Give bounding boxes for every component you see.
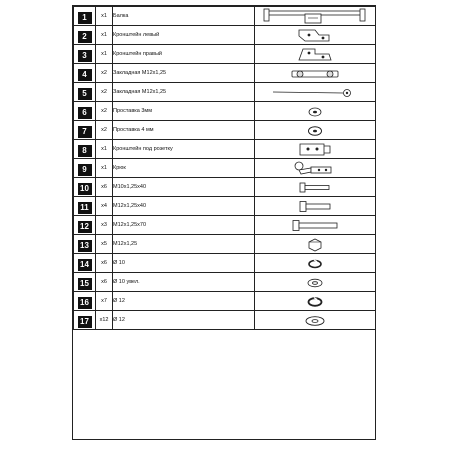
flat-washer-10-icon	[300, 274, 330, 291]
table-row	[74, 197, 376, 216]
item-number: 1	[78, 12, 92, 24]
socket-bracket-icon	[290, 141, 340, 158]
table-row	[74, 254, 376, 273]
item-name: Ø 10 увел.	[113, 273, 255, 292]
tow-hook-icon	[285, 160, 345, 177]
item-number: 9	[78, 164, 92, 176]
item-number: 16	[78, 297, 92, 309]
left-bracket-icon	[285, 27, 345, 44]
item-number: 15	[78, 278, 92, 290]
item-number: 4	[78, 69, 92, 81]
item-number: 12	[78, 221, 92, 233]
table-row	[74, 45, 376, 64]
item-quantity: x1	[96, 45, 113, 64]
item-quantity: x1	[96, 140, 113, 159]
bolt-long-icon	[285, 217, 345, 234]
item-quantity: x6	[96, 178, 113, 197]
spring-washer-12-icon	[300, 293, 330, 310]
table-row	[74, 102, 376, 121]
item-name: Ø 12	[113, 311, 255, 330]
item-quantity: x6	[96, 254, 113, 273]
item-quantity: x7	[96, 292, 113, 311]
table-row	[74, 140, 376, 159]
item-name: Балка	[113, 7, 255, 26]
item-number: 14	[78, 259, 92, 271]
bolt-short-icon	[290, 179, 340, 196]
parts-table	[73, 6, 376, 330]
item-name: М10х1,25х40	[113, 178, 255, 197]
tow-bar-beam-icon	[260, 8, 370, 25]
table-row	[74, 121, 376, 140]
hex-nut-icon	[300, 236, 330, 253]
table-row	[74, 178, 376, 197]
item-quantity: x3	[96, 216, 113, 235]
item-name: М12х1,25	[113, 235, 255, 254]
item-number: 5	[78, 88, 92, 100]
item-quantity: x1	[96, 7, 113, 26]
item-number: 6	[78, 107, 92, 119]
item-name: Ø 12	[113, 292, 255, 311]
item-number: 17	[78, 316, 92, 328]
bolt-medium-icon	[290, 198, 340, 215]
item-number: 7	[78, 126, 92, 138]
right-bracket-icon	[285, 46, 345, 63]
item-name: Ø 10	[113, 254, 255, 273]
item-quantity: x2	[96, 102, 113, 121]
item-quantity: x2	[96, 121, 113, 140]
table-row	[74, 311, 376, 330]
item-name: Кронштейн левый	[113, 26, 255, 45]
item-name: Закладная М12х1,25	[113, 64, 255, 83]
item-number: 2	[78, 31, 92, 43]
item-name: М12х1,25х70	[113, 216, 255, 235]
item-quantity: x6	[96, 273, 113, 292]
item-quantity: x2	[96, 83, 113, 102]
item-number: 10	[78, 183, 92, 195]
item-name: Кронштейн правый	[113, 45, 255, 64]
table-row	[74, 26, 376, 45]
embedded-plate-icon	[280, 65, 350, 82]
table-row	[74, 273, 376, 292]
table-row	[74, 292, 376, 311]
flat-washer-12-icon	[298, 312, 332, 329]
table-row	[74, 83, 376, 102]
spring-washer-10-icon	[300, 255, 330, 272]
item-quantity: x5	[96, 235, 113, 254]
item-name: Кронштейн под розетку	[113, 140, 255, 159]
item-quantity: x2	[96, 64, 113, 83]
item-name: М12х1,25х40	[113, 197, 255, 216]
item-name: Крюк	[113, 159, 255, 178]
embedded-wire-nut-icon	[265, 84, 365, 101]
item-number: 3	[78, 50, 92, 62]
item-number: 13	[78, 240, 92, 252]
item-name: Закладная М12х1,25	[113, 83, 255, 102]
table-row	[74, 64, 376, 83]
table-row	[74, 216, 376, 235]
spacer-3mm-icon	[300, 103, 330, 120]
table-row	[74, 7, 376, 26]
parts-list-sheet	[72, 5, 376, 440]
item-quantity: x12	[96, 311, 113, 330]
table-row	[74, 235, 376, 254]
item-quantity: x1	[96, 159, 113, 178]
table-row	[74, 159, 376, 178]
item-name: Проставка 3мм	[113, 102, 255, 121]
item-quantity: x1	[96, 26, 113, 45]
item-name: Проставка 4 мм	[113, 121, 255, 140]
item-number: 8	[78, 145, 92, 157]
item-quantity: x4	[96, 197, 113, 216]
spacer-4mm-icon	[300, 122, 330, 139]
item-number: 11	[78, 202, 92, 214]
